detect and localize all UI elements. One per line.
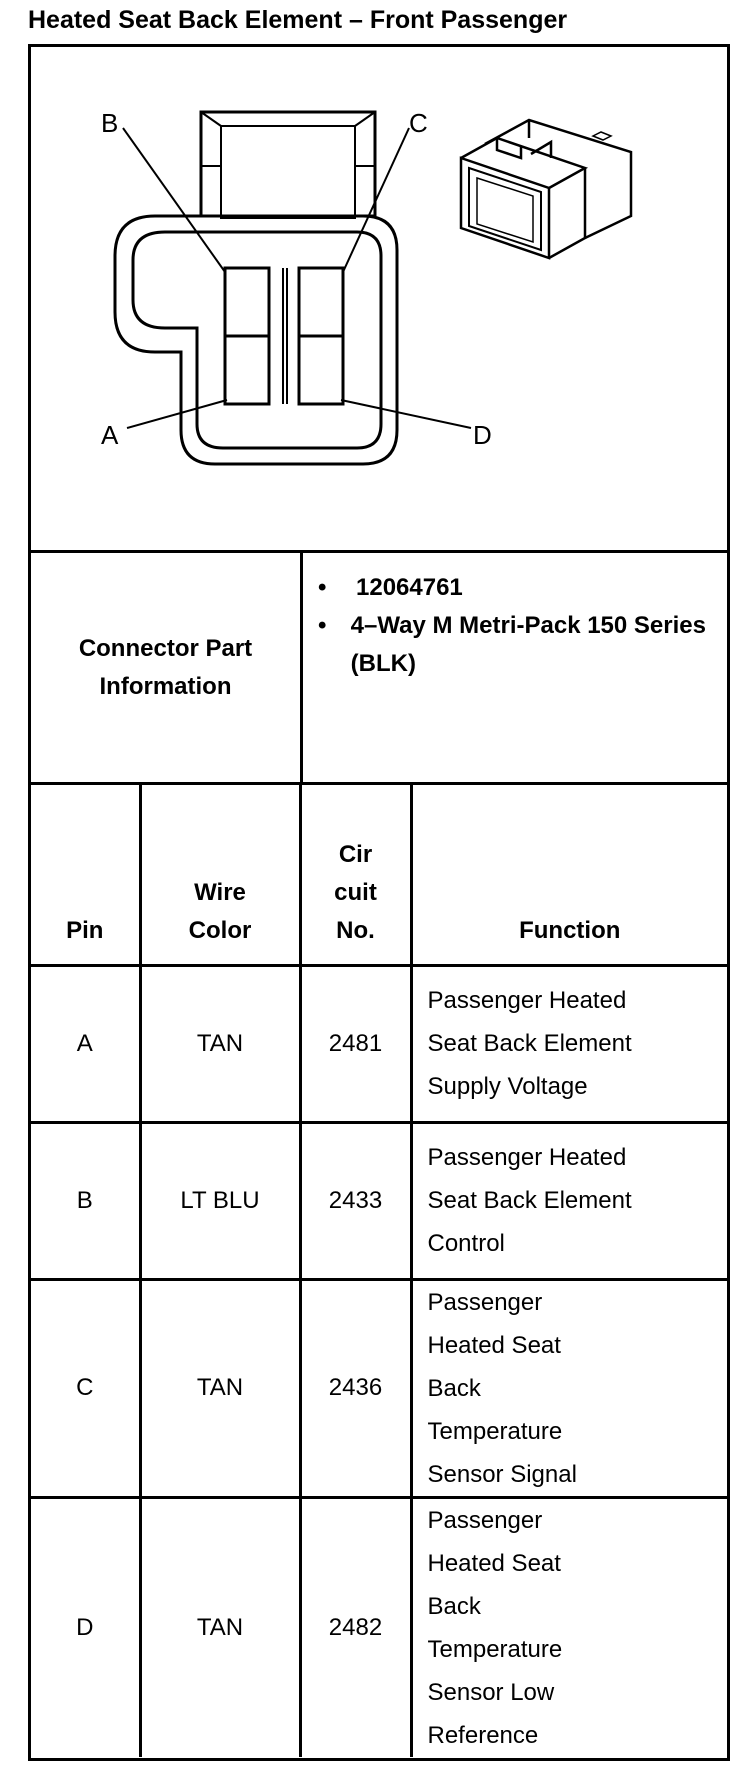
wire-color-cell: TAN — [140, 1497, 300, 1757]
table-header-row — [31, 785, 727, 965]
header-pin: Pin — [31, 785, 140, 965]
table-row — [31, 1279, 727, 1497]
circuit-cell: 2482 — [300, 1497, 411, 1757]
function-cell: Passenger Heated Seat Back Temperature Sensor Signal — [411, 1279, 727, 1497]
table-row — [31, 1497, 727, 1757]
function-cell: Passenger Heated Seat Back Element Control — [411, 1122, 727, 1279]
connector-type-item: • 4–Way M Metri-Pack 150 Series (BLK) — [318, 607, 718, 683]
latch-inner — [221, 126, 355, 218]
pin-label-d: D — [473, 420, 492, 450]
connector-face-drawing — [31, 46, 727, 550]
page-title: Heated Seat Back Element – Front Passenger — [28, 6, 568, 34]
part-number-item: • 12064761 — [318, 569, 718, 607]
bullet-icon: • — [318, 574, 327, 601]
pin-label-c: C — [409, 108, 428, 138]
wire-color-cell: TAN — [140, 965, 300, 1122]
function-cell: Passenger Heated Seat Back Element Supply Voltage — [411, 965, 727, 1122]
latch-outer — [201, 112, 375, 216]
table-row — [31, 965, 727, 1122]
connector-part-info — [31, 553, 727, 785]
pin-cell: B — [31, 1122, 140, 1279]
header-circuit-no: Cir cuit No. — [300, 785, 411, 965]
header-wire-color: Wire Color — [140, 785, 300, 965]
wire-color-cell: LT BLU — [140, 1122, 300, 1279]
connector-isometric-view — [461, 120, 631, 258]
pin-cell: C — [31, 1279, 140, 1497]
function-cell: Passenger Heated Seat Back Temperature Sensor Low Reference — [427, 1506, 563, 1749]
pin-table — [31, 785, 727, 1757]
circuit-cell: 2433 — [300, 1122, 411, 1279]
connector-part-info-values — [318, 569, 718, 683]
header-function: Function — [411, 785, 727, 965]
pin-cell: A — [31, 965, 140, 1122]
pin-label-a: A — [101, 420, 119, 450]
circuit-cell: 2481 — [300, 965, 411, 1122]
housing-outer — [115, 216, 397, 464]
bullet-icon: • — [318, 612, 327, 639]
pin-label-b: B — [101, 108, 119, 138]
connector-part-info-label: Connector Part Information — [31, 553, 303, 782]
circuit-cell: 2436 — [300, 1279, 411, 1497]
pin-cell: D — [31, 1497, 140, 1757]
connector-sheet — [28, 46, 730, 1761]
table-row — [31, 1122, 727, 1279]
wire-color-cell: TAN — [140, 1279, 300, 1497]
connector-diagram — [31, 46, 727, 553]
